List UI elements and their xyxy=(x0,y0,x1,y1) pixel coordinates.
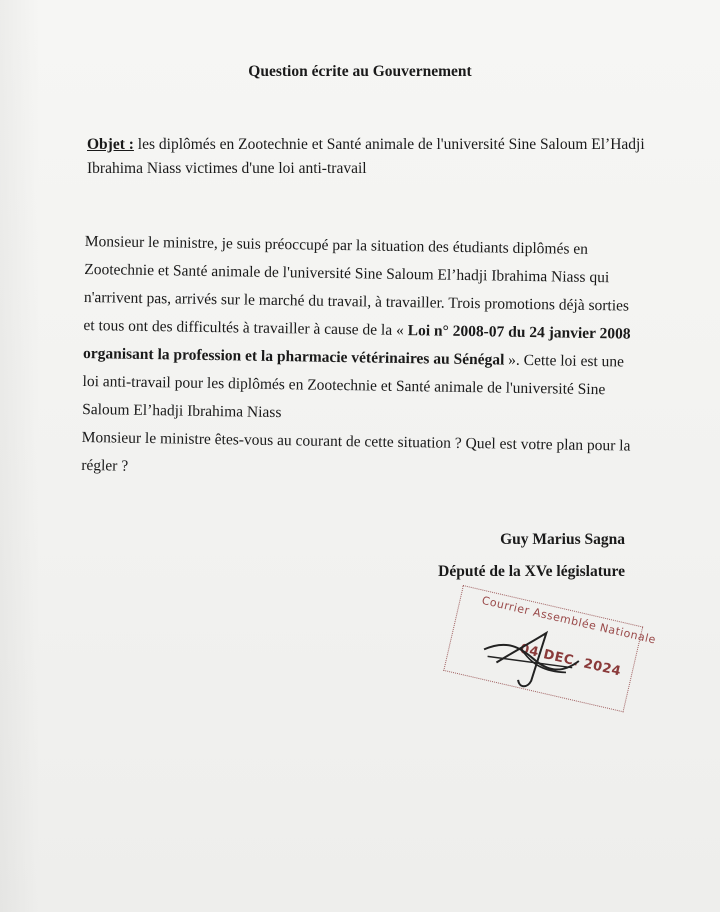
signature-block xyxy=(438,524,625,588)
objet-label: Objet : xyxy=(87,136,134,153)
reception-stamp xyxy=(443,585,658,712)
scan-edge-shadow xyxy=(0,0,40,912)
letter-body xyxy=(81,228,645,489)
body-text-part2: ». Cette loi est une loi anti-travail pour les diplômés en Zootechnie et Santé animale de l'université Sine Saloum El’hadji Ibrahima Niass xyxy=(82,351,625,422)
body-paragraph xyxy=(82,228,645,433)
body-question: Monsieur le ministre êtes-vous au courant de cette situation ? Quel est votre plan pour la régler ? xyxy=(81,428,631,475)
document-title: Question écrite au Gouvernement xyxy=(248,63,472,80)
stamp-label: Courrier Assemblée Nationale xyxy=(480,593,658,647)
law-reference: Loi n° 2008-07 du 24 janvier 2008 organisant la profession et la pharmacie vétérinaires au Sénégal xyxy=(82,322,631,369)
stamp-date: 04 DEC. 2024 xyxy=(518,641,623,680)
signature-name: Guy Marius Sagna xyxy=(500,531,625,548)
objet-text: les diplômés en Zootechnie et Santé animale de l'université Sine Saloum El’Hadji Ibrahima Niass victimes d'une loi anti-travail xyxy=(87,136,645,177)
signature-title: Député de la XVe législature xyxy=(438,563,625,580)
objet-section xyxy=(87,133,647,181)
body-text-part1: Monsieur le ministre, je suis préoccupé par la situation des étudiants diplômés en Zootechnie et Santé animale de l'université Sine Saloum El’hadji Ibrahima Niass qui n'arrivent pas, arrivés sur le marché du travail, à travailler. Trois promotions déjà sorties et tous ont des difficultés à travailler à cause de la « xyxy=(83,232,630,340)
